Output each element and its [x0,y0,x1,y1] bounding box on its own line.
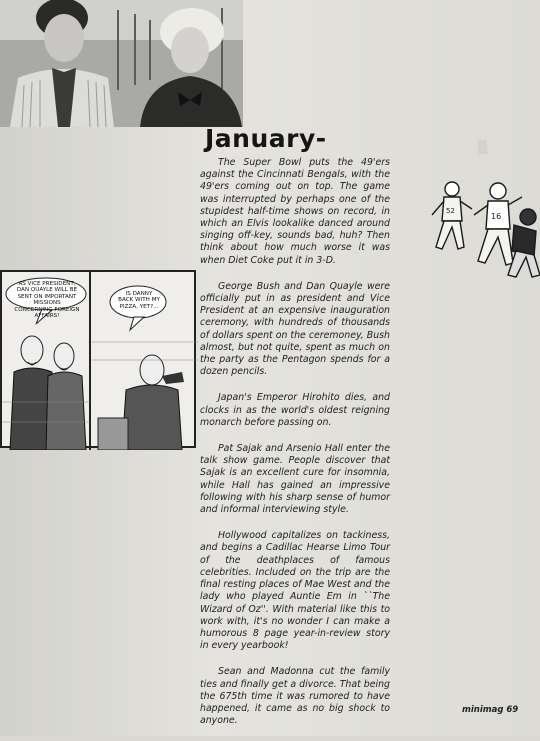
couple-photo [0,0,243,127]
paragraph-hearse-tour: Hollywood capitalizes on tackiness, and begins a Cadillac Hearse Limo Tour of the deathplaces of famous celebrities. Included on the trip are the final resting places of Mae West and the lady who played Auntie Em in ``The Wizard of Oz''. With material like this to work with, it's no wonder I can make a humorous 8 page year-in-review story in every yearbook! [200,530,390,652]
paragraph-inauguration: George Bush and Dan Quayle were officially put in as president and Vice President at an expensive inauguration ceremony, with hundreds of thousands of dollars spent on the ceremoney, Bush almost, but not quite, spent as much on the party as the Pentagon spends for a dozen pencils. [200,280,390,378]
paragraph-hirohito: Japan's Emperor Hirohito dies, and clocks in as the world's oldest reigning monarch before passing on. [200,392,390,428]
svg-text:16: 16 [491,212,502,221]
paragraph-divorce: Sean and Madonna cut the family ties and finally get a divorce. That being the 675th time it was rumored to have happened, it came as no big shock to anyone. [200,666,390,727]
paragraph-talk-shows: Pat Sajak and Arsenio Hall enter the talk show game. People discover that Sajak is an excellent cure for insomnia, while Hall has gained an impressive following with his sharp sense of humor and informal interviewing style. [200,443,390,516]
bleed-through-text: ▒ [477,139,488,155]
cartoon-bubble-left: AS VICE PRESIDENT, DAN QUAYLE WILL BE SENT ON IMPORTANT MISSIONS CONCERNING FOREIGN AFFAIRS! [14,281,80,320]
page-footer: minimag 69 [462,705,519,715]
cartoon-bubble-right: IS DANNY BACK WITH MY PIZZA, YET?... [118,291,160,310]
football-players-illustration [430,175,540,280]
month-heading: January- [205,124,327,153]
svg-text:52: 52 [446,207,455,215]
photo-illustration [0,0,243,127]
article-body [200,157,390,741]
political-cartoon [0,270,196,448]
paragraph-super-bowl: The Super Bowl puts the 49'ers against the Cincinnati Bengals, with the 49'ers coming out on top. The game was interrupted by perhaps one of the stupidest half-time shows on record, in which an Elvis lookalike danced around singing off-key, sounds bad, huh? Then think about how much worse it was when Diet Coke put it in 3-D. [200,157,390,266]
